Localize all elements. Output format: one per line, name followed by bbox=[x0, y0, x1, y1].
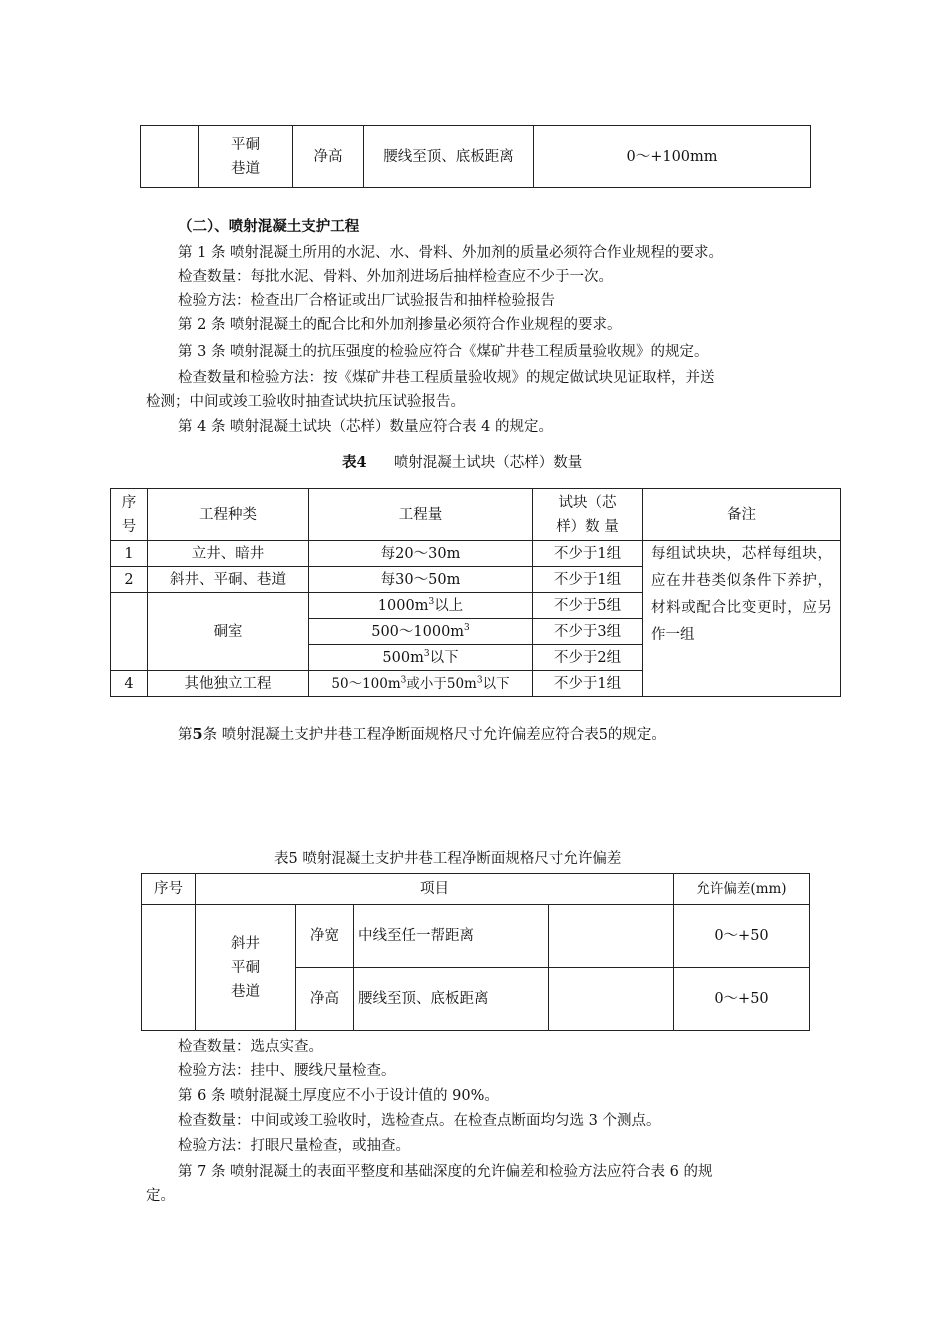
paragraph: 第 2 条 喷射混凝土的配合比和外加剂掺量必须符合作业规程的要求。 bbox=[178, 317, 622, 333]
cell-type: 硐室 bbox=[148, 593, 309, 671]
header-type: 工程种类 bbox=[148, 489, 309, 541]
cell-amount: 每20～30m bbox=[309, 541, 533, 567]
paragraph: 检查数量：中间或竣工验收时，选检查点。在检查点断面均匀选 3 个测点。 bbox=[178, 1113, 661, 1129]
table-header-row bbox=[142, 874, 810, 905]
paragraph: 第 7 条 喷射混凝土的表面平整度和基础深度的允许偏差和检验方法应符合表 6 的规 bbox=[178, 1164, 713, 1180]
section-heading: （二）、喷射混凝土支护工程 bbox=[178, 218, 360, 235]
cell-seq: 4 bbox=[111, 671, 148, 697]
cell-tolerance: 0～+50 bbox=[674, 968, 810, 1031]
paragraph: 第 1 条 喷射混凝土所用的水泥、水、骨料、外加剂的质量必须符合作业规程的要求。 bbox=[178, 245, 724, 261]
header-seq: 序号 bbox=[142, 874, 196, 905]
cell-type: 立井、暗井 bbox=[148, 541, 309, 567]
paragraph: 定。 bbox=[146, 1188, 175, 1204]
cell-seq: 1 bbox=[111, 541, 148, 567]
paragraph: 检验方法：打眼尺量检查，或抽查。 bbox=[178, 1138, 410, 1154]
cell-amount: $500m^3$以下 bbox=[309, 645, 533, 671]
category-line: 巷道 bbox=[231, 160, 260, 177]
top-table bbox=[140, 125, 811, 188]
cell-tolerance: 0～+50 bbox=[674, 905, 810, 968]
paragraph: 第 6 条 喷射混凝土厚度应不小于设计值的 90%。 bbox=[178, 1088, 499, 1104]
header-tolerance: 允许偏差(mm) bbox=[674, 874, 810, 905]
table5-title: 表5 喷射混凝土支护井巷工程净断面规格尺寸允许偏差 bbox=[274, 851, 622, 867]
paragraph: 检查数量：选点实查。 bbox=[178, 1039, 323, 1055]
cell-seq: 2 bbox=[111, 567, 148, 593]
header-item: 项目 bbox=[196, 874, 674, 905]
cell-sample: 不少于1组 bbox=[533, 541, 643, 567]
cell-amount: 每30～50m bbox=[309, 567, 533, 593]
table4-title-text: 喷射混凝土试块（芯样）数量 bbox=[393, 455, 583, 471]
header-amount: 工程量 bbox=[309, 489, 533, 541]
cell-name: 净宽 bbox=[296, 905, 354, 968]
table-header-row bbox=[111, 489, 841, 541]
cell-seq bbox=[111, 593, 148, 671]
cell-amount: $1000m^3$以上 bbox=[309, 593, 533, 619]
cell-type: 其他独立工程 bbox=[148, 671, 309, 697]
cell-sample: 不少于3组 bbox=[533, 619, 643, 645]
cell-extra bbox=[549, 968, 674, 1031]
cell-desc: 腰线至顶、底板距离 bbox=[354, 968, 549, 1031]
table4 bbox=[110, 488, 841, 697]
paragraph: 第 3 条 喷射混凝土的抗压强度的检验应符合《煤矿井巷工程质量验收规》的规定。 bbox=[178, 344, 709, 360]
paragraph: 检测；中间或竣工验收时抽查试块抗压试验报告。 bbox=[146, 394, 465, 410]
table-row bbox=[111, 541, 841, 567]
cell-seq bbox=[142, 905, 196, 1031]
table-row bbox=[141, 126, 811, 188]
table-row bbox=[142, 905, 810, 968]
header-remark: 备注 bbox=[643, 489, 841, 541]
cell-name: 净高 bbox=[296, 968, 354, 1031]
cell-extra bbox=[549, 905, 674, 968]
cell-desc: 中线至任一帮距离 bbox=[354, 905, 549, 968]
table4-title bbox=[342, 451, 582, 475]
category-line: 平硐 bbox=[231, 136, 260, 153]
header-seq: 序 号 bbox=[111, 489, 148, 541]
paragraph: 检查数量和检验方法：按《煤矿井巷工程质量验收规》的规定做试块见证取样，并送 bbox=[178, 370, 715, 386]
cell-amount: $500\sim 1000m^3$ bbox=[309, 619, 533, 645]
top-cell-category bbox=[199, 126, 293, 188]
cell-type: 斜井、平硐、巷道 bbox=[148, 567, 309, 593]
header-sample: 试块（芯 样）数 量 bbox=[533, 489, 643, 541]
cell-sample: 不少于1组 bbox=[533, 567, 643, 593]
top-cell-item: 净高 bbox=[293, 126, 364, 188]
cell-remark bbox=[643, 541, 841, 697]
cell-amount: $50\sim 100m^3$或小于$50m^3$以下 bbox=[309, 671, 533, 697]
paragraph: 检验方法：挂中、腰线尺量检查。 bbox=[178, 1063, 396, 1079]
top-cell-desc: 腰线至顶、底板距离 bbox=[364, 126, 534, 188]
top-cell-empty bbox=[141, 126, 199, 188]
table5 bbox=[141, 873, 810, 1031]
top-cell-tolerance: 0～+100mm bbox=[534, 126, 811, 188]
paragraph: 检查数量：每批水泥、骨料、外加剂进场后抽样检查应不少于一次。 bbox=[178, 269, 613, 285]
cell-sample: 不少于5组 bbox=[533, 593, 643, 619]
table4-title-prefix: 表4 bbox=[342, 454, 367, 471]
paragraph: 检验方法：检查出厂合格证或出厂试验报告和抽样检验报告 bbox=[178, 293, 555, 309]
paragraph: 第 4 条 喷射混凝土试块（芯样）数量应符合表 4 的规定。 bbox=[178, 419, 553, 435]
cell-sample: 不少于2组 bbox=[533, 645, 643, 671]
cell-group: 斜井 平硐 巷道 bbox=[196, 905, 296, 1031]
article5: 第5条 喷射混凝土支护井巷工程净断面规格尺寸允许偏差应符合表5的规定。 bbox=[178, 726, 666, 743]
remark-text: 每组试块块，芯样每组块，应在井巷类似条件下养护，材料或配合比变更时，应另作一组 bbox=[651, 546, 832, 643]
cell-sample: 不少于1组 bbox=[533, 671, 643, 697]
